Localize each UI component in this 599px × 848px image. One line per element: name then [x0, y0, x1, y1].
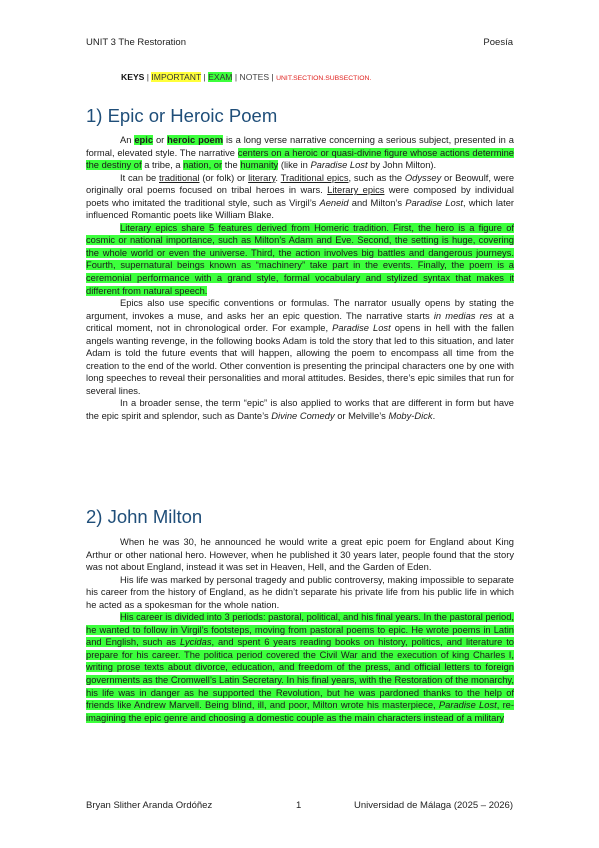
paragraph: His life was marked by personal tragedy and public controversy, making impossible to separate his career from the history of England, as he didn’t separate his private life from his public life in which he acted as a spokesman for the whole nation.	[86, 574, 514, 610]
title-italic: Aeneid	[319, 197, 349, 208]
paragraph: An epic or heroic poem is a long verse narrative concerning a serious subject, presented in a formal, elevated style. The narrative centers on a heroic or quasi-divine figure whose actions determine the destiny of a tribe, a nation, or the humanity (like in Paradise Lost by John Milton).	[86, 135, 514, 171]
paragraph: Epics also use specific conventions or formulas. The narrator usually opens by stating the argument, invokes a muse, and asks her an epic question. The narrative starts in medias res at a critical moment, not in chronological order. For example, Paradise Lost opens in hell with the fallen angels wanting revenge, in the following books Adam is told the story that led to this situation, and later Adam is told the future events that will happen, allowing the poem to encompass all time from the creation to the end of the world. Other convention is presenting the principal characters one by one with long speeches to reveal their personalities and moral attitudes. Besides, there’s epic similes that run for several lines.	[86, 298, 514, 396]
section-milton-body	[86, 536, 514, 724]
legend-exam: EXAM	[208, 72, 233, 82]
term-underlined: Literary epics	[327, 185, 385, 196]
legend-separator: |	[201, 72, 209, 82]
title-italic: Moby-Dick	[388, 411, 433, 422]
paragraph	[86, 222, 514, 297]
paragraph: In a broader sense, the term “epic” is also applied to works that are different in form but have the epic spirit and splendor, such as Dante’s Divine Comedy or Melville’s Moby-Dick.	[86, 398, 514, 422]
title-italic: Paradise Lost	[438, 700, 497, 711]
title-italic: Divine Comedy	[271, 411, 335, 422]
legend-important: IMPORTANT	[151, 72, 202, 82]
highlight-exam: nation, or	[183, 160, 223, 171]
header-unit-title: UNIT 3 The Restoration	[86, 37, 186, 48]
footer-university: Universidad de Málaga (2025 – 2026)	[354, 800, 513, 811]
paragraph: It can be traditional (or folk) or literary. Traditional epics, such as the Odyssey or Beowulf, were originally oral poems focused on tribal heroes in wars. Literary epics were composed by individual poets who imitated the traditional style, such as Virgil’s Aeneid and Milton’s Paradise Lost, which later influenced Romantic poets like William Blake.	[86, 172, 515, 221]
footer-page-number: 1	[296, 800, 302, 811]
highlight-exam: His career is divided into 3 periods: pastoral, political, and his final years. In the pastoral period, he wanted to follow in Virgil’s footsteps, moving from pastoral poems to epic. He wrote poems in Latin and English, such as Lycidas, and spent 6 years reading books on history, politics, and literature to prepare for his career. The politica period covered the Civil War and the execution of king Charles I, writing prose texts about divorce, education, and freedom of the press, and official letters to foreign governments as the Cromwell’s Latin Secretary. In his final years, with the Restoration of the monarchy, his life was in danger as he supported the Revolution, but he was pardoned thanks to the help of friends like Andrew Marvell. Being blind, ill, and poor, Milton wrote his masterpiece, Paradise Lost, re-imagining the epic genre and choosing a domestic couple as the main characters instead of a military	[86, 612, 514, 723]
term-italic: in medias res	[433, 310, 493, 321]
highlight-exam: humanity	[240, 160, 279, 171]
term-epic: epic	[134, 135, 154, 145]
highlight-exam: Literary epics share 5 features derived from Homeric tradition. First, the hero is a figure of cosmic or national importance, such as Milton’s Adam and Eve. Second, the setting is huge, covering the whole world or even the universe. Third, the action involves big battles and dangerous journeys. Fourth, supernatural beings known as “machinery” take part in the events. Finally, the poem is a ceremonial performance with a grand style, formal vocabulary and stylized syntax that makes it different from natural speech.	[86, 222, 514, 296]
highlight-exam: centers on a heroic or quasi-divine figure whose actions determine the destiny of	[86, 147, 514, 171]
legend-keys: KEYS	[121, 72, 145, 82]
legend-separator: |	[232, 72, 240, 82]
title-italic: Paradise Lost	[310, 160, 368, 171]
legend-unit-section: UNIT.SECTION.SUBSECTION.	[276, 75, 372, 82]
term-heroic-poem: heroic poem	[167, 135, 224, 145]
header-subject: Poesía	[483, 37, 513, 48]
paragraph	[86, 611, 514, 724]
title-italic: Odyssey	[404, 172, 442, 183]
title-italic: Lycidas	[179, 637, 212, 648]
paragraph: When he was 30, he announced he would write a great epic poem for England about King Arthur or other national hero. However, when he published it 30 years later, people found that the story was not about England, instead it was set in Heaven, Hell, and the Garden of Eden.	[86, 537, 514, 573]
title-italic: Paradise Lost	[332, 323, 391, 334]
term-underlined: Traditional epics	[280, 172, 349, 183]
section-heading-epic: 1) Epic or Heroic Poem	[86, 105, 278, 126]
section-epic-body	[86, 134, 514, 423]
highlight-legend	[121, 72, 371, 82]
section-heading-milton: 2) John Milton	[86, 506, 203, 527]
legend-separator: |	[269, 72, 277, 82]
title-italic: Paradise Lost	[405, 197, 463, 208]
legend-notes: NOTES	[239, 72, 270, 82]
legend-separator: |	[146, 72, 152, 82]
footer-author: Bryan Slither Aranda Ordóñez	[86, 800, 213, 811]
term-underlined: traditional	[159, 172, 200, 183]
term-underlined: literary	[248, 172, 276, 183]
